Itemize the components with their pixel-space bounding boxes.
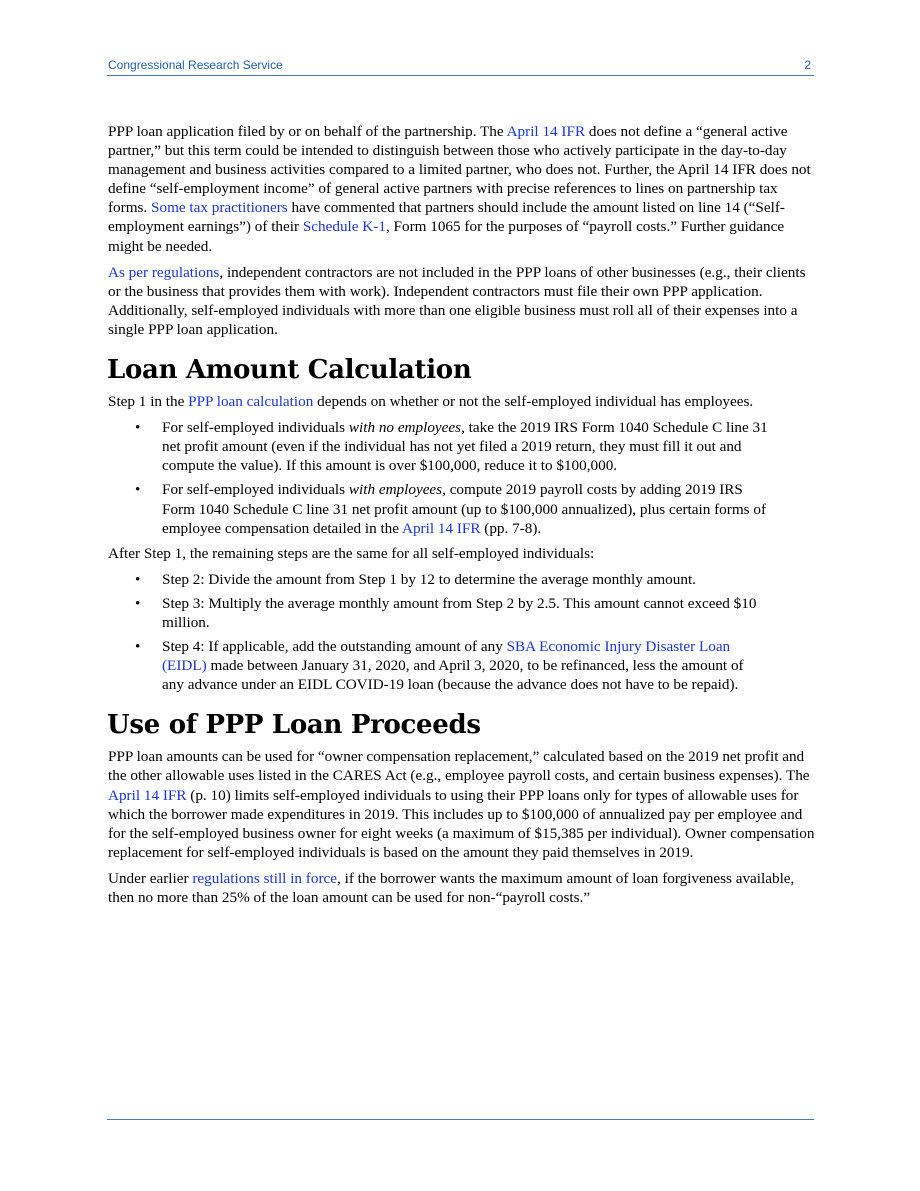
text: (pp. 7-8).: [480, 519, 542, 537]
bullet-icon: •: [135, 481, 141, 499]
link-schedule-k1[interactable]: Schedule K-1: [302, 218, 386, 236]
paragraph-partnership: [108, 122, 816, 256]
paragraph-owner-compensation: [108, 747, 816, 862]
text: Step 1 in the: [108, 393, 189, 411]
paragraph-loan-forgiveness: [108, 869, 816, 907]
page-header: [107, 57, 814, 76]
text: Step 4: If applicable, add the outstanding amount of any: [162, 638, 507, 656]
text: , independent contractors are not included in the PPP loans of other businesses (e.g., their clients or the business that provides them with work). Independent contractors must file their own PPP application. Additionally, self-employed individuals with more than one eligible business must roll all of their expenses into a single PPP loan application.: [108, 263, 806, 338]
bullet-icon: •: [135, 419, 141, 437]
list-item: [108, 637, 816, 694]
text: , take the 2019 IRS Form 1040 Schedule C line 31 net profit amount (even if the individual has not yet filed a 2019 return, they must fill it out and compute the value). If this amount is over $100,000, reduce it to $100,000.: [162, 419, 768, 475]
paragraph-independent-contractors: [108, 263, 816, 339]
bullet-icon: •: [135, 570, 141, 588]
step1-bullet-list: [108, 418, 816, 538]
heading-loan-amount-calculation: Loan Amount Calculation: [107, 355, 472, 386]
text: Step 3: Multiply the average monthly amount from Step 2 by 2.5. This amount cannot exceed $10 million.: [162, 594, 757, 631]
text: , if the borrower wants the maximum amount of loan forgiveness available, then no more than 25% of the loan amount can be used for non-“payroll costs.”: [108, 869, 795, 906]
emphasis: with no employees: [348, 419, 462, 437]
header-organization: Congressional Research Service: [108, 58, 283, 72]
link-ppp-loan-calculation[interactable]: PPP loan calculation: [188, 393, 314, 411]
link-april-14-ifr[interactable]: April 14 IFR: [401, 519, 481, 537]
bullet-icon: •: [135, 638, 141, 656]
heading-use-of-ppp-loan-proceeds: Use of PPP Loan Proceeds: [107, 710, 481, 741]
text: Step 2: Divide the amount from Step 1 by 12 to determine the average monthly amount.: [162, 570, 696, 588]
steps-bullet-list: [108, 570, 816, 695]
document-body: [108, 122, 816, 914]
text: PPP loan application filed by or on behalf of the partnership. The: [108, 123, 507, 140]
text: does not define a “general active partner,” but this term could be intended to distinguish between those who actively participate in the day-to-day management and business activities compared to a limited partner, who does not. Further, the April 14 IFR does not define “self-employment income” of general active partners with precise references to lines on partnership tax forms.: [108, 123, 811, 217]
text: , compute 2019 payroll costs by adding 2019 IRS Form 1040 Schedule C line 31 net profit amount (up to $100,000 annualized), plus certain forms of employee compensation detailed in the: [162, 481, 767, 537]
list-item: [108, 480, 816, 537]
text: PPP loan amounts can be used for “owner compensation replacement,” calculated based on the 2019 net profit and the other allowable uses listed in the CARES Act (e.g., employee payroll costs, and certain business expenses). The: [108, 748, 810, 785]
list-item: [108, 594, 816, 632]
text: Under earlier: [108, 869, 193, 887]
link-april-14-ifr[interactable]: April 14 IFR: [108, 786, 187, 804]
paragraph-remaining-steps: After Step 1, the remaining steps are the same for all self-employed individuals:: [108, 544, 595, 562]
link-as-per-regulations[interactable]: As per regulations: [108, 263, 220, 281]
text: have commented that partners should include the amount listed on line 14 (“Self-employment earnings”) of their: [108, 199, 785, 236]
bullet-icon: •: [135, 594, 141, 612]
link-sba-eidl[interactable]: SBA Economic Injury Disaster Loan (EIDL): [162, 638, 731, 675]
text: For self-employed individuals: [162, 419, 349, 437]
link-april-14-ifr[interactable]: April 14 IFR: [506, 123, 586, 140]
paragraph-step1-intro: [108, 392, 816, 411]
link-some-tax-practitioners[interactable]: Some tax practitioners: [151, 199, 288, 217]
text: , Form 1065 for the purposes of “payroll costs.” Further guidance might be needed.: [108, 218, 785, 255]
text: For self-employed individuals: [162, 481, 349, 499]
list-item: [108, 570, 816, 589]
list-item: [108, 418, 816, 475]
text: depends on whether or not the self-employed individual has employees.: [313, 393, 754, 411]
text: (p. 10) limits self-employed individuals to using their PPP loans only for types of allowable uses for which the borrower made expenditures in 2019. This includes up to $100,000 of annualized pay per employee and for the self-employed business owner for eight weeks (a maximum of $15,385 per individual). Owner compensation replacement for self-employed individuals is based on the amount they paid themselves in 2019.: [108, 786, 815, 861]
emphasis: with employees: [348, 481, 443, 499]
link-regulations-still-in-force[interactable]: regulations still in force: [192, 869, 337, 887]
footer-divider: [107, 1119, 814, 1120]
page-number: 2: [804, 58, 811, 72]
text: made between January 31, 2020, and April 3, 2020, to be refinanced, less the amount of any advance under an EIDL COVID-19 loan (because the advance does not have to be repaid).: [162, 657, 744, 694]
